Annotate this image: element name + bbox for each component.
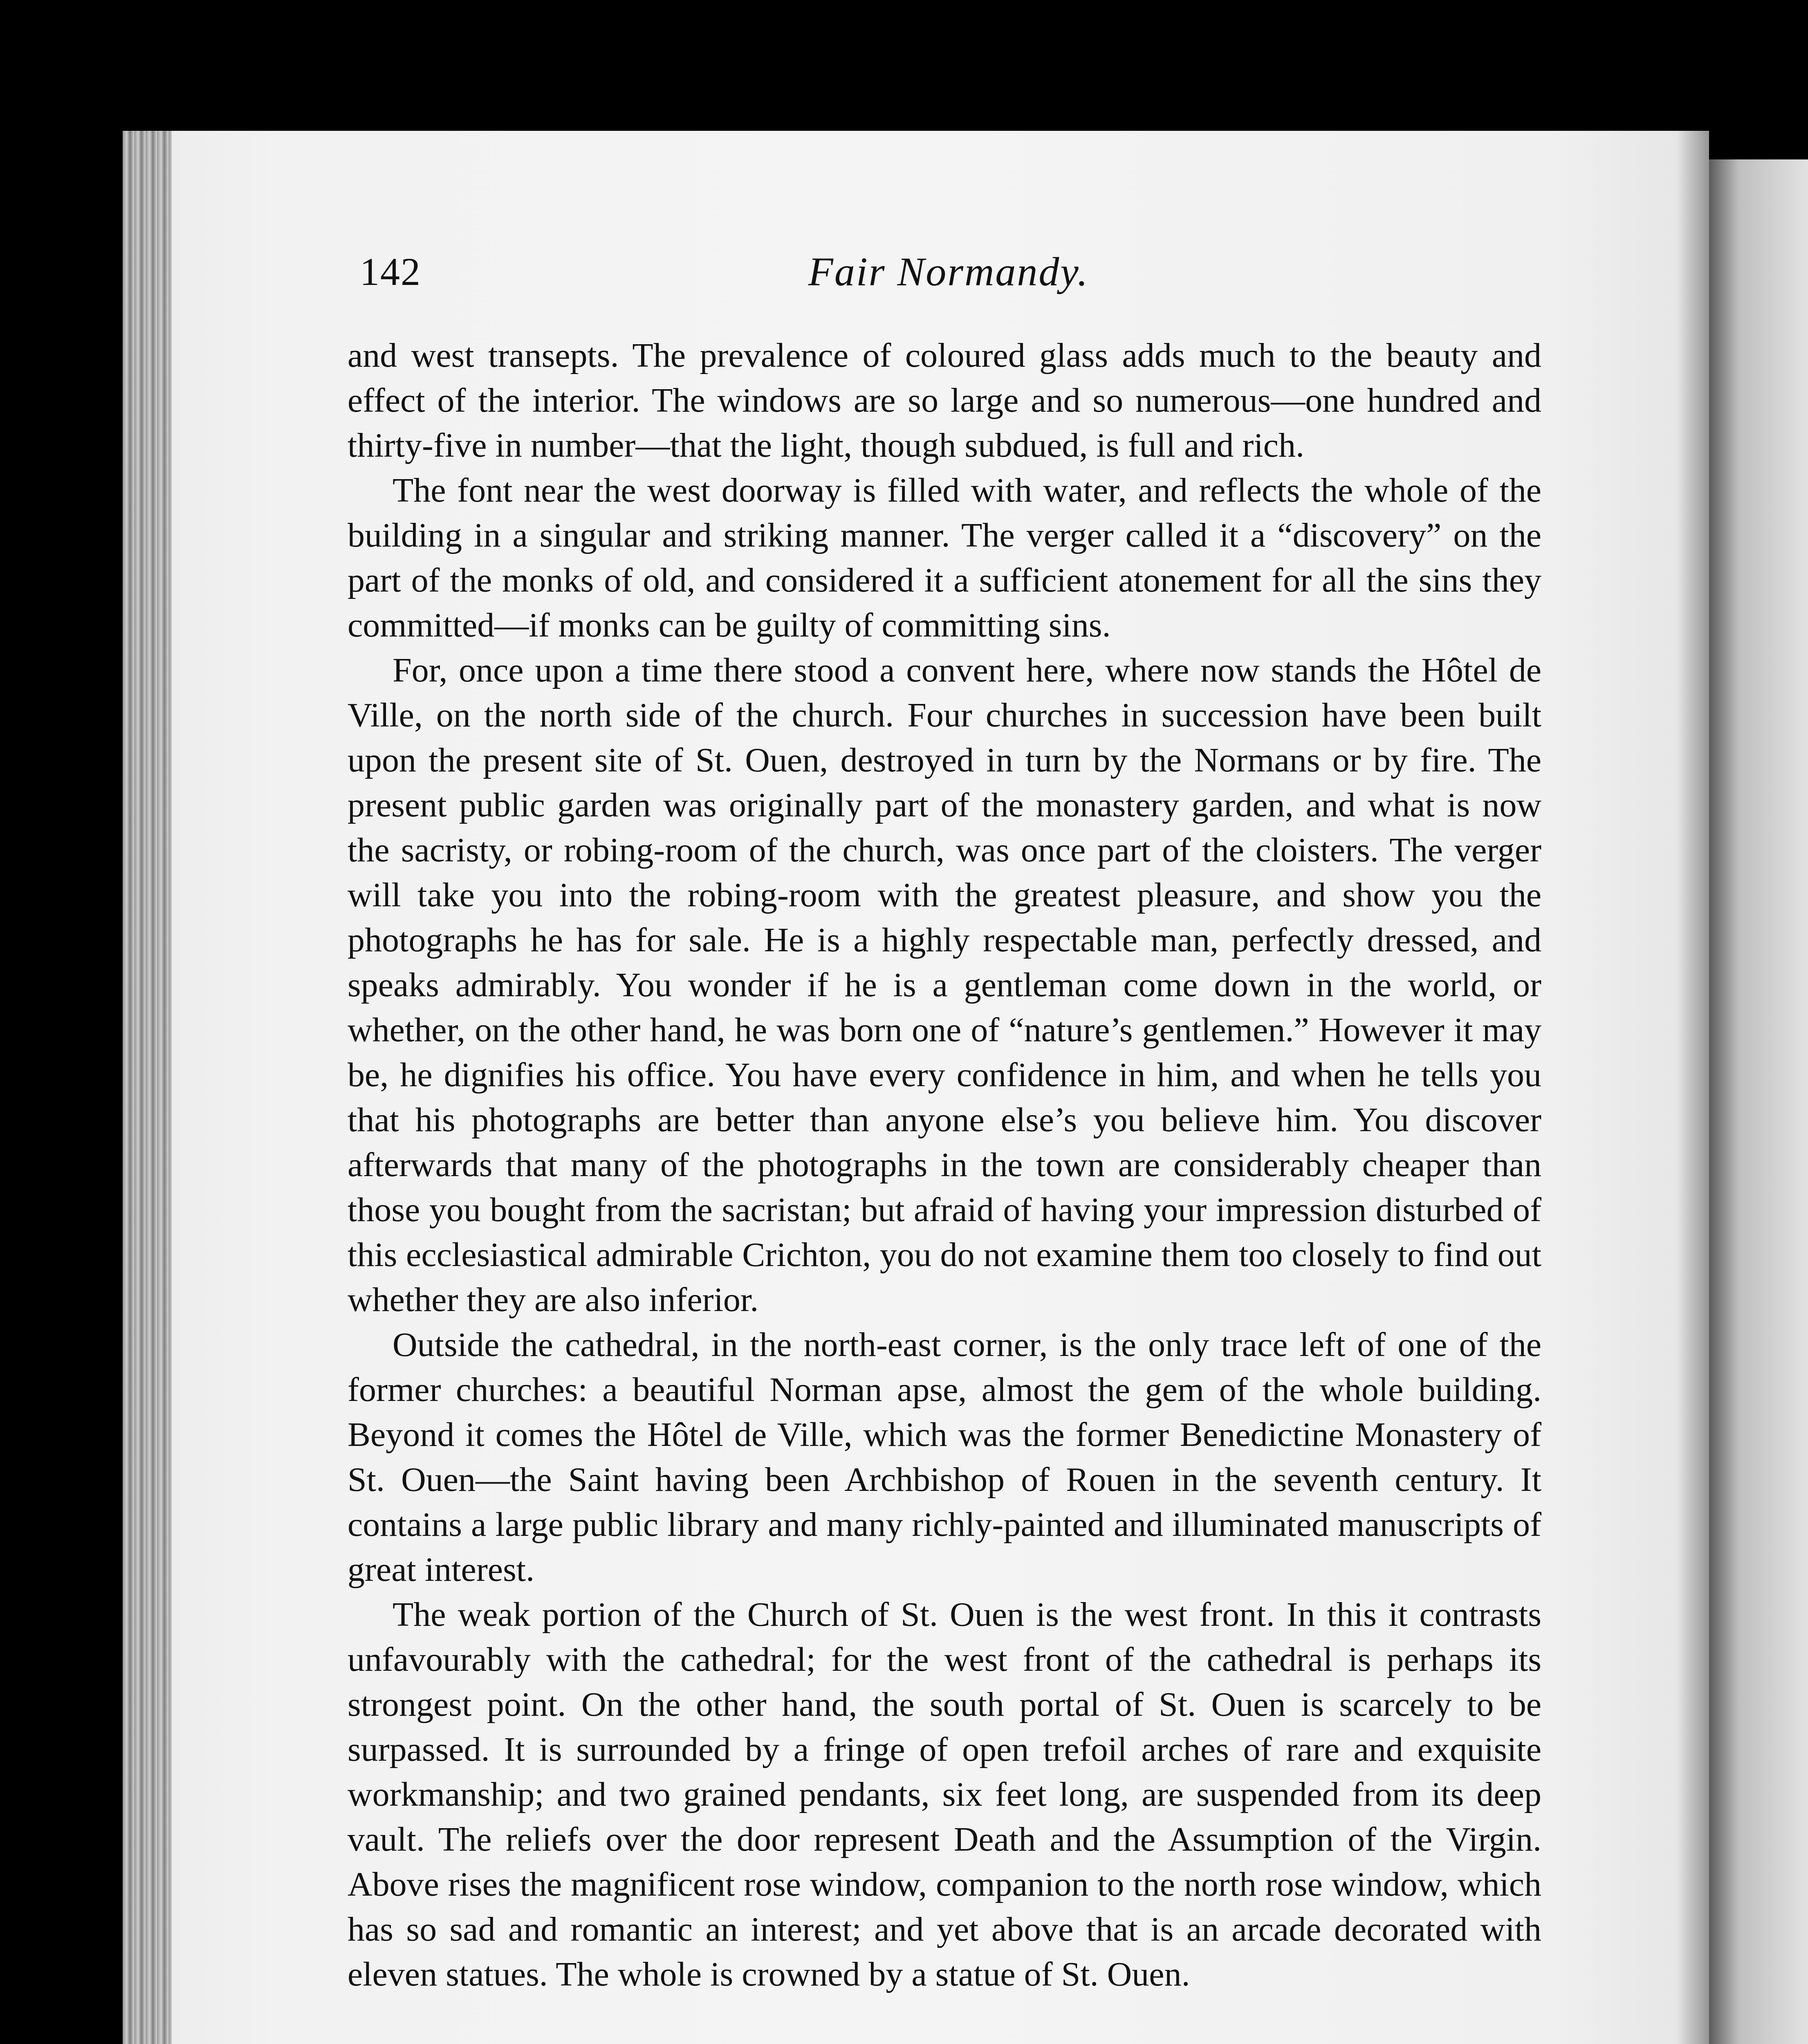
page-binding-edge	[123, 131, 172, 2044]
paragraph-5: The weak portion of the Church of St. Ouen is the west front. In this it contrasts unfavourably with the cathedral; for the west front of the cathedral is perhaps its strongest point. On the other hand, the south portal of St. Ouen is scarcely to be surpassed. It is surrounded by a fringe of open trefoil arches of rare and exquisite workmanship; and two grained pendants, six feet long, are suspended from its deep vault. The reliefs over the door represent Death and the Assumption of the Virgin. Above rises the magnificent rose window, companion to the north rose window, which has so sad and romantic an interest; and yet above that is an arcade decorated with eleven statues. The whole is crowned by a statue of St. Ouen.	[348, 1596, 1541, 1993]
page-number: 142	[360, 250, 421, 294]
paragraph-4: Outside the cathedral, in the north-east corner, is the only trace left of one of the former churches: a beautiful Norman apse, almost the gem of the whole building. Beyond it comes the Hôtel de Ville, which was the former Benedictine Monastery of St. Ouen—the Saint having been Archbishop of Rouen in the seventh century. It contains a large public library and many richly-painted and illuminated manuscripts of great interest.	[348, 1326, 1541, 1589]
adjacent-page-edge	[1709, 159, 1808, 2044]
running-title: Fair Normandy.	[808, 249, 1089, 294]
paragraph-2: The font near the west doorway is filled with water, and reflects the whole of the building in a singular and striking manner. The verger called it a “discovery” on the part of the monks of old, and considered it a sufficient atonement for all the sins they committed—if monks can be guilty of committing sins.	[348, 471, 1541, 644]
body-text	[348, 333, 1541, 1997]
paragraph-3: For, once upon a time there stood a convent here, where now stands the Hôtel de Ville, on the north side of the church. Four churches in succession have been built upon the present site of St. Ouen, destroyed in turn by the Normans or by fire. The present public garden was originally part of the monastery garden, and what is now the sacristy, or robing-room of the church, was once part of the cloisters. The verger will take you into the robing-room with the greatest pleasure, and show you the photographs he has for sale. He is a highly respectable man, perfectly dressed, and speaks admirably. You wonder if he is a gentleman come down in the world, or whether, on the other hand, he was born one of “nature’s gentlemen.” However it may be, he dignifies his office. You have every confidence in him, and when he tells you that his photographs are better than anyone else’s you believe him. You discover afterwards that many of the photographs in the town are considerably cheaper than those you bought from the sacristan; but afraid of having your impression disturbed of this ecclesiastical admirable Crichton, you do not examine them too closely to find out whether they are also inferior.	[348, 651, 1541, 1319]
page-gutter-shadow	[1676, 131, 1709, 2044]
running-head	[360, 241, 1537, 303]
paragraph-1: and west transepts. The prevalence of coloured glass adds much to the beauty and effect of the interior. The windows are so large and so numerous—one hundred and thirty-five in number—that the light, though subdued, is full and rich.	[348, 336, 1541, 464]
